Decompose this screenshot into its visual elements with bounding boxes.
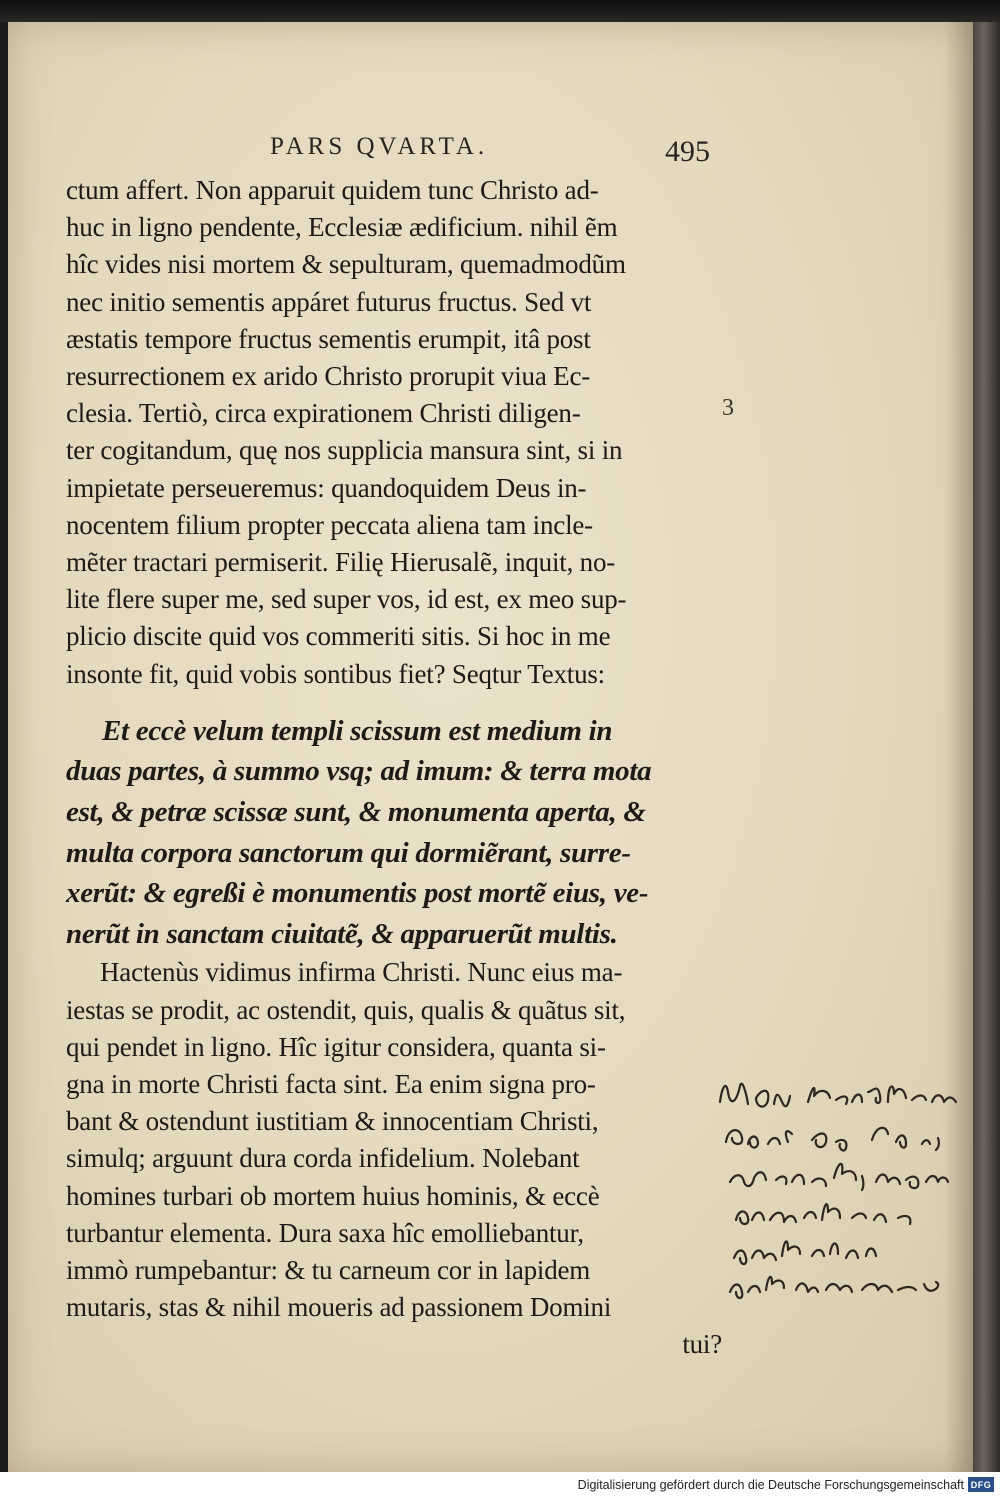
scan-top-edge xyxy=(0,0,1000,22)
text-line: iestas se prodit, ac ostendit, quis, qualis & quãtus sit, xyxy=(66,994,626,1025)
handwritten-annotation xyxy=(712,1072,967,1302)
main-text-block xyxy=(66,172,726,1364)
margin-mark: 3 xyxy=(722,395,734,421)
text-line: lite flere super me, sed super vos, id est, ex meo sup- xyxy=(66,584,627,615)
paragraph-2 xyxy=(66,954,726,1363)
text-line: nocentem filium propter peccata aliena tam incle- xyxy=(66,509,593,540)
text-line: homines turbari ob mortem huius hominis, & eccè xyxy=(66,1180,600,1211)
text-line: gna in morte Christi facta sint. Ea enim signa pro- xyxy=(66,1069,596,1100)
text-line: clesia. Tertiò, circa expirationem Christi diligen- xyxy=(66,398,581,429)
text-line: hîc vides nisi mortem & sepulturam, quemadmodũm xyxy=(66,249,626,280)
scripture-line: Et eccè velum templi scissum est medium in xyxy=(102,714,613,747)
text-line: simulq; arguunt dura corda infidelium. Nolebant xyxy=(66,1143,580,1174)
text-line: turbantur elementa. Dura saxa hîc emolliebantur, xyxy=(66,1217,584,1248)
scripture-quotation xyxy=(66,711,726,955)
paragraph-1 xyxy=(66,172,726,693)
handwriting-scribble xyxy=(712,1072,967,1302)
scripture-line: est, & petræ scissæ sunt, & monumenta aperta, & xyxy=(66,796,646,829)
funding-credit: Digitalisierung gefördert durch die Deutsche Forschungsgemeinschaft xyxy=(577,1478,964,1492)
page-number: 495 xyxy=(665,135,710,168)
text-line: plicio discite quid vos commeriti sitis. Si hoc in me xyxy=(66,621,611,652)
text-line: insonte fit, quid vobis sontibus fiet? Seqtur Textus: xyxy=(66,658,605,689)
text-line: bant & ostendunt iustitiam & innocentiam Christi, xyxy=(66,1106,599,1137)
scripture-line: duas partes, à summo vsq; ad imum: & terra mota xyxy=(66,755,652,788)
text-line: immò rumpebantur: & tu carneum cor in lapidem xyxy=(66,1255,591,1286)
text-line: mẽter tractari permiserit. Filię Hierusalẽ, inquit, no- xyxy=(66,547,616,578)
running-header xyxy=(270,133,710,173)
book-spine-edge xyxy=(973,22,1000,1472)
text-line: ter cogitandum, quę nos supplicia mansura sint, si in xyxy=(66,435,623,466)
text-line: impietate perseueremus: quandoquidem Deus in- xyxy=(66,472,587,503)
text-line: mutaris, stas & nihil moueris ad passionem Domini xyxy=(66,1292,612,1323)
text-line: huc in ligno pendente, Ecclesiæ ædificium. nihil ẽm xyxy=(66,212,618,243)
text-line: ctum affert. Non apparuit quidem tunc Christo ad- xyxy=(66,175,599,205)
text-line: resurrectionem ex arido Christo prorupit viua Ec- xyxy=(66,361,591,392)
text-line: Hactenùs vidimus infirma Christi. Nunc eius ma- xyxy=(100,957,623,988)
text-line: æstatis tempore fructus sementis erumpit, itâ post xyxy=(66,323,591,354)
scripture-line: multa corpora sanctorum qui dormiẽrant, surre- xyxy=(66,836,631,869)
running-title: PARS QVARTA. xyxy=(270,133,489,160)
scripture-line: xerũt: & egreßi è monumentis post mortẽ eius, ve- xyxy=(66,877,649,910)
scripture-line: nerũt in sanctam ciuitatẽ, & apparuerũt multis. xyxy=(66,917,618,950)
digitization-footer xyxy=(0,1472,1000,1499)
text-line: qui pendet in ligno. Hîc igitur considera, quanta si- xyxy=(66,1031,606,1062)
dfg-logo: DFG xyxy=(968,1477,994,1492)
text-line: nec initio sementis appáret futurus fructus. Sed vt xyxy=(66,286,592,317)
final-word: tui? xyxy=(682,1329,722,1360)
